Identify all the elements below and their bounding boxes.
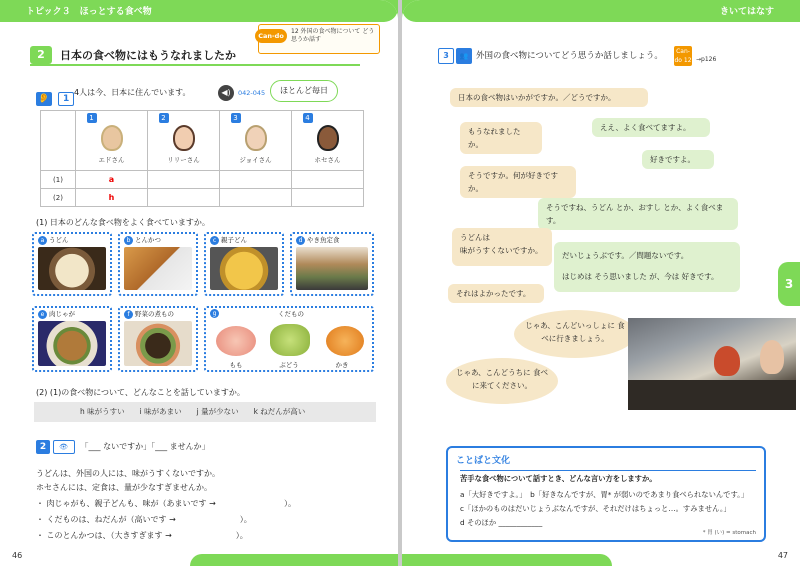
food-grid — [32, 232, 374, 372]
dialogue-line: そうですか。何が好きですか。 — [460, 166, 576, 198]
dialogue-line-pair: だいじょうぶです。／問題ないです。 はじめは そう思いました が、今は 好きです。 — [554, 242, 740, 292]
person-face-icon — [245, 125, 267, 151]
culture-question: 苦手な食べ物について話すとき、どんな言い方をしますか。 — [460, 474, 657, 483]
people-table — [40, 110, 364, 207]
food-a: a うどん — [32, 232, 112, 296]
grammar-line: ・ このとんかつは、（大きすぎます → ）。 — [36, 531, 248, 540]
dialogue-ellipse: じゃあ、こんどうちに 食べに来てください。 — [446, 358, 558, 404]
dialogue-line: もうなれましたか。 — [460, 122, 542, 154]
dialogue-ellipse: じゃあ、こんどいっしょに 食べに行きましょう。 — [514, 310, 636, 358]
topic-header: トピック３ ほっとする食べ物 — [26, 7, 152, 17]
dialogue-line: 好きですよ。 — [642, 150, 714, 169]
page-reference: →p126 — [696, 56, 717, 63]
culture-option-d: d そのほか ____________ — [460, 518, 543, 527]
tonkatsu-image — [124, 247, 192, 290]
dialogue-line: そうですね、うどん とか、おすし とか、よく食べます。 — [538, 198, 738, 230]
audio-track: 042-045 — [238, 89, 266, 97]
food-c: c 親子どん — [204, 232, 284, 296]
question-2: (2) (1)の食べ物について、どんなことを話していますか。 — [36, 388, 245, 397]
eye-icon: 👁 — [53, 440, 75, 454]
grammar-line: ホセさんには、定食は、量が少なすぎませんか。 — [36, 483, 212, 492]
grammar-number-box: 2 — [36, 440, 50, 454]
food-f: f 野菜の煮もの — [118, 306, 198, 372]
culture-footnote: * 胃 (い) = stomach — [702, 530, 756, 536]
audio-icon[interactable]: ◀) — [218, 85, 234, 101]
cando-text: 12 外国の食べ物について どう思うか話す — [291, 28, 375, 44]
dialogue-line: ええ、よく食べてますよ。 — [592, 118, 710, 137]
grammar-heading: 2 👁 「___ ないですか」「___ ませんか」 — [36, 440, 210, 454]
person-4: 4 ホセさん — [292, 111, 364, 171]
person-face-icon — [101, 125, 123, 151]
left-header-bar — [0, 0, 398, 22]
left-page — [0, 0, 398, 566]
persimmon-image — [326, 326, 364, 356]
chapter-header: きいてはなす — [719, 7, 774, 17]
culture-title: ことばと文化 — [456, 456, 511, 466]
nikujaga-image — [38, 321, 106, 366]
cando-badge: Can-do — [255, 29, 287, 43]
grammar-line: ・ 肉じゃがも、親子どんも、味が（あまいです → — [36, 499, 216, 508]
section-number: 2 — [30, 46, 52, 64]
fruit-label-1: もも — [229, 361, 243, 369]
answer-row-2: (2) h — [41, 189, 364, 207]
fruit-label-3: かき — [335, 361, 349, 369]
grammar-line-end: ）。 — [284, 499, 296, 508]
dialogue-line: 日本の食べ物はいかがですか。／どうですか。 — [450, 88, 648, 107]
chapter-side-tab[interactable]: 3 — [778, 262, 800, 306]
dialogue-line-pair: うどんは 味がうすくないですか。 — [452, 228, 552, 266]
task-number — [36, 86, 74, 106]
listening-task — [36, 86, 286, 102]
person-1: 1 エドさん — [76, 111, 148, 171]
grammar-line: ・ くだものは、ねだんが（高いです → ）。 — [36, 515, 252, 524]
right-section-title: 外国の食べ物についてどう思うか話しましょう。 — [476, 51, 663, 61]
person-2: 2 リリーさん — [148, 111, 220, 171]
nimono-image — [124, 321, 192, 366]
grammar-line: うどんは、外国の人には、味がうすくないですか。 — [36, 469, 220, 478]
task-instruction: 4人は今、日本に住んでいます。 — [74, 88, 191, 97]
culture-option-c: c「ほかのものはだいじょうぶなんですが、それだけはちょっと…。すみません。」 — [460, 504, 731, 513]
udon-image — [38, 247, 106, 290]
left-footer-bar — [190, 554, 398, 566]
section-title: 日本の食べ物にはもうなれましたか — [60, 49, 236, 62]
page-number-left: 46 — [12, 551, 23, 560]
task-number-box: 1 — [58, 92, 74, 106]
people-talk-icon: 👥 — [456, 48, 472, 64]
right-page — [402, 0, 800, 566]
daily-bubble: ほとんど毎日 — [270, 80, 338, 102]
ear-icon: 👂 — [36, 92, 52, 106]
fruit-label-2: ぶどう — [279, 361, 299, 369]
dialogue-line: それはよかったです。 — [448, 284, 544, 303]
right-footer-bar — [402, 554, 612, 566]
question-1: (1) 日本のどんな食べ物をよく食べていますか。 — [36, 218, 210, 227]
page-number-right: 47 — [777, 551, 788, 560]
culture-box — [446, 446, 766, 542]
right-section-heading — [438, 46, 718, 68]
oyakodon-image — [210, 247, 278, 290]
right-section-number: 3 — [438, 48, 454, 64]
person-face-icon — [317, 125, 339, 151]
section-heading — [30, 44, 360, 66]
food-e: e 肉じゃが — [32, 306, 112, 372]
grape-image — [270, 324, 310, 356]
peach-image — [216, 326, 256, 356]
cando-ref-badge: Can-do 12 — [674, 48, 692, 64]
choice-box: h 味がうすい i 味があまい j 量が少ない k ねだんが高い — [34, 402, 376, 422]
answer-cell: h — [76, 189, 148, 207]
dining-photo — [628, 318, 796, 410]
food-g: くだもの g もも ぶどう かき — [204, 306, 374, 372]
person-face-icon — [173, 125, 195, 151]
food-d: d やき魚定食 — [290, 232, 374, 296]
culture-option-ab: a「大好きですよ。」 b「好きなんですが、胃* が弱いのであまり食べられないんです。」 — [460, 490, 749, 499]
answer-cell: a — [76, 171, 148, 189]
right-header-bar — [402, 0, 800, 22]
person-3: 3 ジョイさん — [220, 111, 292, 171]
answer-row-1: (1) a — [41, 171, 364, 189]
food-b: b とんかつ — [118, 232, 198, 296]
yakizakana-teishoku-image — [296, 247, 368, 290]
